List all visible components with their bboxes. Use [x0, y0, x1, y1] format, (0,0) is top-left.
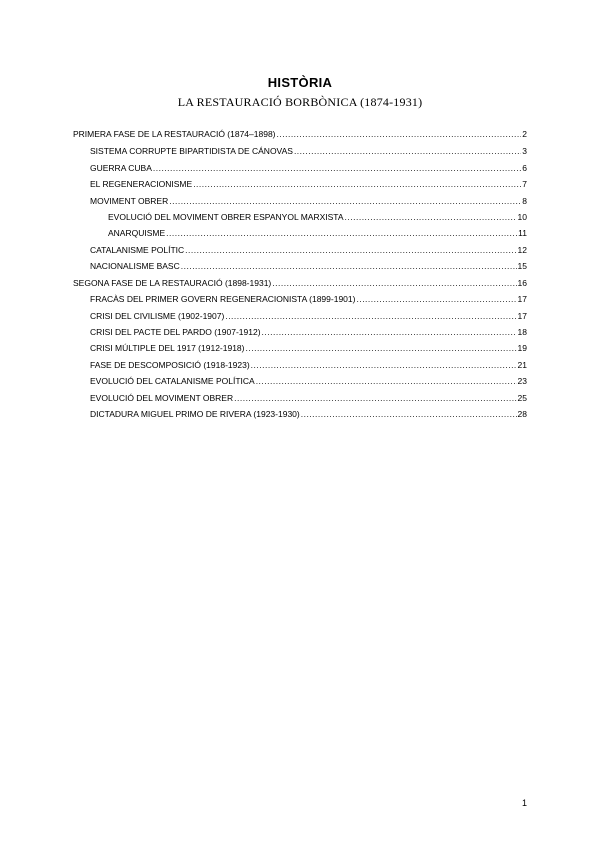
- toc-leader-dots: [251, 360, 517, 370]
- toc-entry-label: EVOLUCIÓ DEL CATALANISME POLÍTICA: [90, 376, 255, 386]
- toc-entry-label: CRISI DEL PACTE DEL PARDO (1907-1912): [90, 327, 261, 337]
- toc-entry-page: 12: [517, 245, 527, 255]
- toc-entry[interactable]: [73, 278, 527, 290]
- toc-leader-dots: [277, 129, 522, 139]
- toc-entry-page: 25: [517, 393, 527, 403]
- toc-entry-page: 2: [522, 129, 527, 139]
- toc-entry[interactable]: [90, 163, 527, 175]
- toc-entry[interactable]: [108, 212, 527, 224]
- toc-entry-page: 23: [517, 376, 527, 386]
- toc-entry[interactable]: [90, 294, 527, 306]
- page-subtitle: LA RESTAURACIÓ BORBÒNICA (1874-1931): [177, 95, 423, 109]
- toc-leader-dots: [153, 163, 521, 173]
- toc-entry-page: 19: [517, 343, 527, 353]
- toc-entry-label: EL REGENERACIONISME: [90, 179, 193, 189]
- toc-leader-dots: [262, 327, 517, 337]
- toc-entry-page: 8: [522, 196, 527, 206]
- toc-entry-label: FRACÀS DEL PRIMER GOVERN REGENERACIONISTA (1899-1901): [90, 294, 356, 304]
- toc-entry-label: MOVIMENT OBRER: [90, 196, 169, 206]
- toc-entry-page: 17: [517, 294, 527, 304]
- toc-leader-dots: [181, 261, 517, 271]
- toc-entry-page: 11: [518, 228, 527, 238]
- toc-entry-page: 16: [517, 278, 527, 288]
- toc-leader-dots: [345, 212, 517, 222]
- toc-entry-label: NACIONALISME BASC: [90, 261, 180, 271]
- toc-entry[interactable]: [90, 261, 527, 273]
- toc-entry-page: 21: [517, 360, 527, 370]
- toc-entry-label: DICTADURA MIGUEL PRIMO DE RIVERA (1923-1930): [90, 409, 300, 419]
- toc-entry[interactable]: [90, 376, 527, 388]
- page-title: HISTÒRIA: [267, 75, 333, 90]
- toc-leader-dots: [185, 245, 516, 255]
- toc-entry-page: 6: [522, 163, 527, 173]
- toc-entry-label: FASE DE DESCOMPOSICIÓ (1918-1923): [90, 360, 250, 370]
- toc-entry-page: 18: [517, 327, 527, 337]
- toc-entry-label: CRISI MÚLTIPLE DEL 1917 (1912-1918): [90, 343, 245, 353]
- toc-entry-page: 10: [517, 212, 527, 222]
- toc-entry-page: 28: [517, 409, 527, 419]
- toc-leader-dots: [246, 343, 517, 353]
- toc-entry[interactable]: [90, 146, 527, 158]
- toc-entry[interactable]: [90, 179, 527, 191]
- toc-leader-dots: [301, 409, 517, 419]
- toc-entry[interactable]: [90, 360, 527, 372]
- toc-entry[interactable]: [90, 327, 527, 339]
- toc-entry[interactable]: [90, 196, 527, 208]
- toc-leader-dots: [169, 196, 521, 206]
- toc-entry-label: SEGONA FASE DE LA RESTAURACIÓ (1898-1931): [73, 278, 272, 288]
- toc-leader-dots: [256, 376, 517, 386]
- toc-entry-label: EVOLUCIÓ DEL MOVIMENT OBRER: [90, 393, 234, 403]
- toc-leader-dots: [234, 393, 516, 403]
- toc-entry[interactable]: [90, 409, 527, 421]
- toc-entry-label: SISTEMA CORRUPTE BIPARTIDISTA DE CÁNOVAS: [90, 146, 293, 156]
- toc-leader-dots: [272, 278, 516, 288]
- toc-entry-label: EVOLUCIÓ DEL MOVIMENT OBRER ESPANYOL MARXISTA: [108, 212, 344, 222]
- toc-entry[interactable]: [90, 245, 527, 257]
- toc-leader-dots: [294, 146, 521, 156]
- toc-entry[interactable]: [90, 311, 527, 323]
- toc-entry[interactable]: [90, 393, 527, 405]
- toc-entry-page: 7: [522, 179, 527, 189]
- toc-leader-dots: [193, 179, 521, 189]
- toc-entry[interactable]: [90, 343, 527, 355]
- toc-entry-page: 3: [522, 146, 527, 156]
- toc-entry[interactable]: [108, 228, 527, 240]
- toc-leader-dots: [356, 294, 516, 304]
- toc-entry-page: 17: [517, 311, 527, 321]
- toc-entry-label: ANARQUISME: [108, 228, 166, 238]
- toc-entry-label: CATALANISME POLÍTIC: [90, 245, 185, 255]
- toc-entry-label: CRISI DEL CIVILISME (1902-1907): [90, 311, 225, 321]
- toc-entry-label: GUERRA CUBA: [90, 163, 152, 173]
- toc-entry-label: PRIMERA FASE DE LA RESTAURACIÓ (1874–1898): [73, 129, 276, 139]
- toc-entry[interactable]: [73, 129, 527, 141]
- toc-entry-page: 15: [517, 261, 527, 271]
- toc-leader-dots: [166, 228, 517, 238]
- toc-leader-dots: [225, 311, 516, 321]
- page-number: 1: [521, 798, 527, 808]
